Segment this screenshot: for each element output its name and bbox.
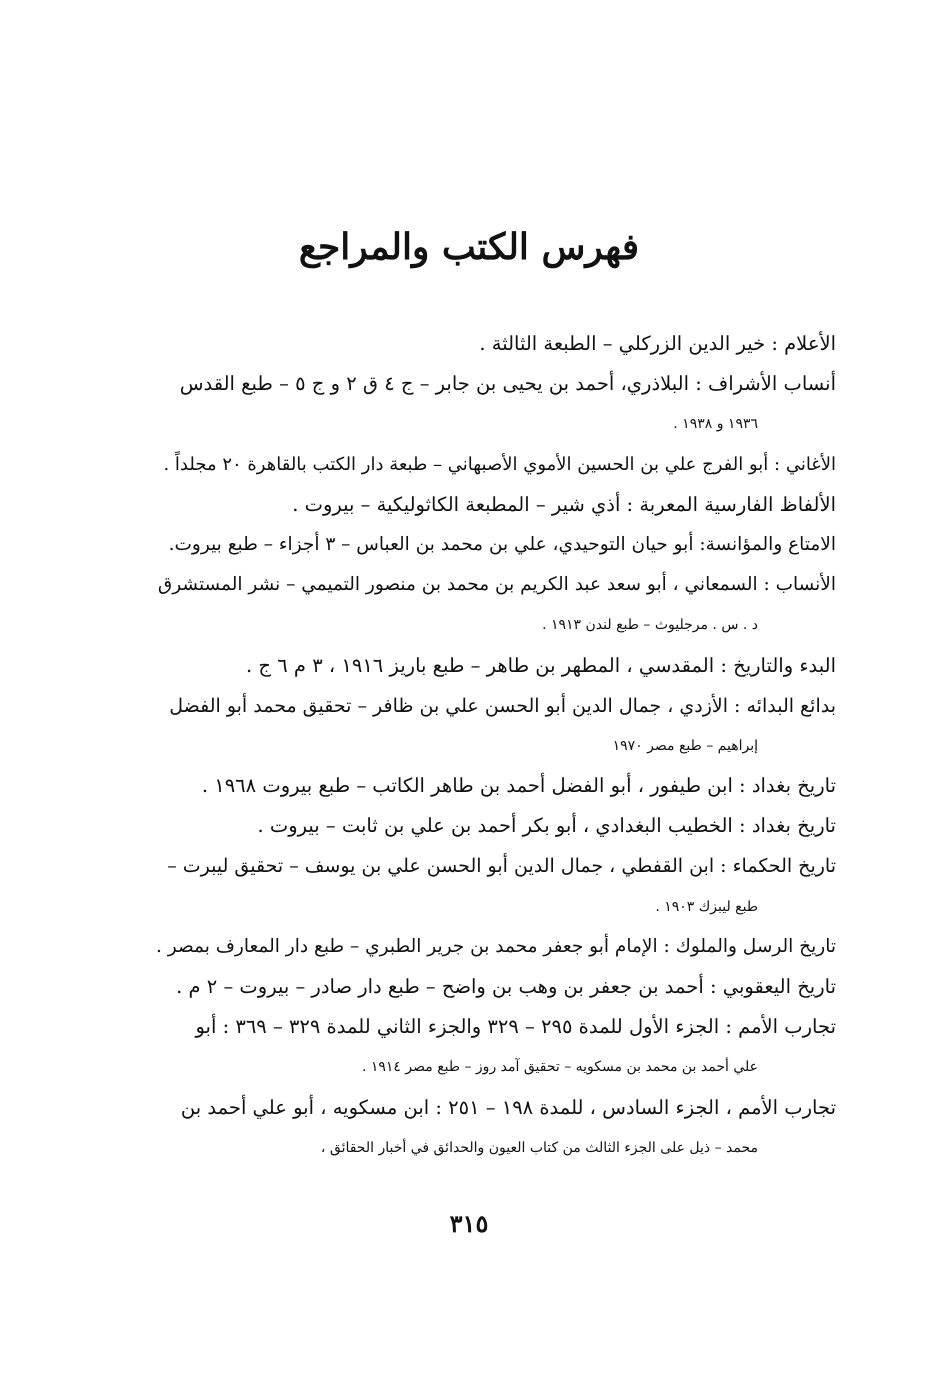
entry-line: تاريخ اليعقوبي : أحمد بن جعفر بن وهب بن واضح – طبع دار صادر – بيروت – ٢ م .	[176, 975, 836, 998]
bibliography-entry	[156, 646, 836, 686]
entry-line: الأعلام : خير الدين الزركلي – الطبعة الثالثة .	[479, 332, 836, 355]
bibliography-entry	[156, 324, 836, 364]
entry-line: تاريخ الرسل والملوك : الإمام أبو جعفر محمد بن جرير الطبري – طبع دار المعارف بمصر .	[156, 935, 836, 957]
bibliography-entry	[156, 967, 836, 1007]
entry-line: الأغاني : أبو الفرج علي بن الحسين الأموي الأصبهاني – طبعة دار الكتب بالقاهرة ٢٠ مجلداً .	[163, 453, 836, 475]
bibliography-entry	[156, 525, 836, 565]
entry-line: الامتاع والمؤانسة: أبو حيان التوحيدي، علي بن محمد بن العباس – ٣ أجزاء – طبع بيروت.	[168, 533, 836, 555]
bibliography-entry	[156, 766, 836, 806]
bibliography-entry	[156, 485, 836, 525]
entry-continuation-line: د . س . مرجليوث – طبع لندن ١٩١٣ .	[542, 617, 758, 634]
page-title: فهرس الكتب والمراجع	[298, 226, 640, 268]
bibliography-entry	[156, 445, 836, 485]
entry-line: تاريخ الحكماء : ابن القفطي ، جمال الدين أبو الحسن علي بن يوسف – تحقيق ليبرت –	[167, 855, 836, 878]
entry-line: تجارب الأمم ، الجزء السادس ، للمدة ١٩٨ – ٢٥١ : ابن مسكويه ، أبو علي أحمد بن	[180, 1095, 836, 1119]
entry-line: تاريخ بغداد : الخطيب البغدادي ، أبو بكر أحمد بن علي بن ثابت – بيروت .	[257, 814, 836, 838]
page-number: ٣١٥	[449, 1209, 489, 1238]
entry-line: بدائع البدائه : الأزدي ، جمال الدين أبو الحسن علي بن ظافر – تحقيق محمد أبو الفضل	[169, 694, 836, 717]
bibliography-entry	[156, 686, 836, 766]
bibliography-entry	[156, 364, 836, 444]
bibliography-entry	[156, 927, 836, 967]
entry-continuation-line: علي أحمد بن محمد بن مسكويه – تحقيق آمد روز – طبع مصر ١٩١٤ .	[361, 1059, 758, 1076]
entry-line: تاريخ بغداد : ابن طيفور ، أبو الفضل أحمد بن طاهر الكاتب – طبع بيروت ١٩٦٨ .	[201, 774, 836, 798]
entry-continuation-line: طبع ليبزك ١٩٠٣ .	[655, 898, 758, 915]
bibliography-entry	[156, 806, 836, 846]
entry-line: أنساب الأشراف : البلاذري، أحمد بن يحيى بن جابر – ج ٤ ق ٢ و ج ٥ – طبع القدس	[179, 372, 836, 396]
bibliography-entry	[156, 565, 836, 645]
entry-continuation-line: محمد – ذيل على الجزء الثالث من كتاب العيون والحدائق في أخبار الحقائق ،	[320, 1139, 758, 1156]
bibliography-entry	[156, 846, 836, 926]
entry-line: تجارب الأمم : الجزء الأول للمدة ٢٩٥ – ٣٢٩ والجزء الثاني للمدة ٣٢٩ – ٣٦٩ : أبو	[195, 1015, 836, 1039]
bibliography-list	[156, 324, 836, 1168]
entry-line: الألفاظ الفارسية المعربة : أذي شير – المطبعة الكاثوليكية – بيروت .	[292, 492, 836, 516]
entry-line: الأنساب : السمعاني ، أبو سعد عبد الكريم بن محمد بن منصور التميمي – نشر المستشرق	[157, 574, 836, 596]
bibliography-entry	[156, 1088, 836, 1168]
entry-continuation-line: إبراهيم – طبع مصر ١٩٧٠	[612, 737, 758, 754]
entry-line: البدء والتاريخ : المقدسي ، المطهر بن طاهر – طبع باريز ١٩١٦ ، ٣ م ٦ ج .	[246, 653, 836, 677]
bibliography-entry	[156, 1007, 836, 1087]
entry-continuation-line: ١٩٣٦ و ١٩٣٨ .	[673, 416, 758, 433]
